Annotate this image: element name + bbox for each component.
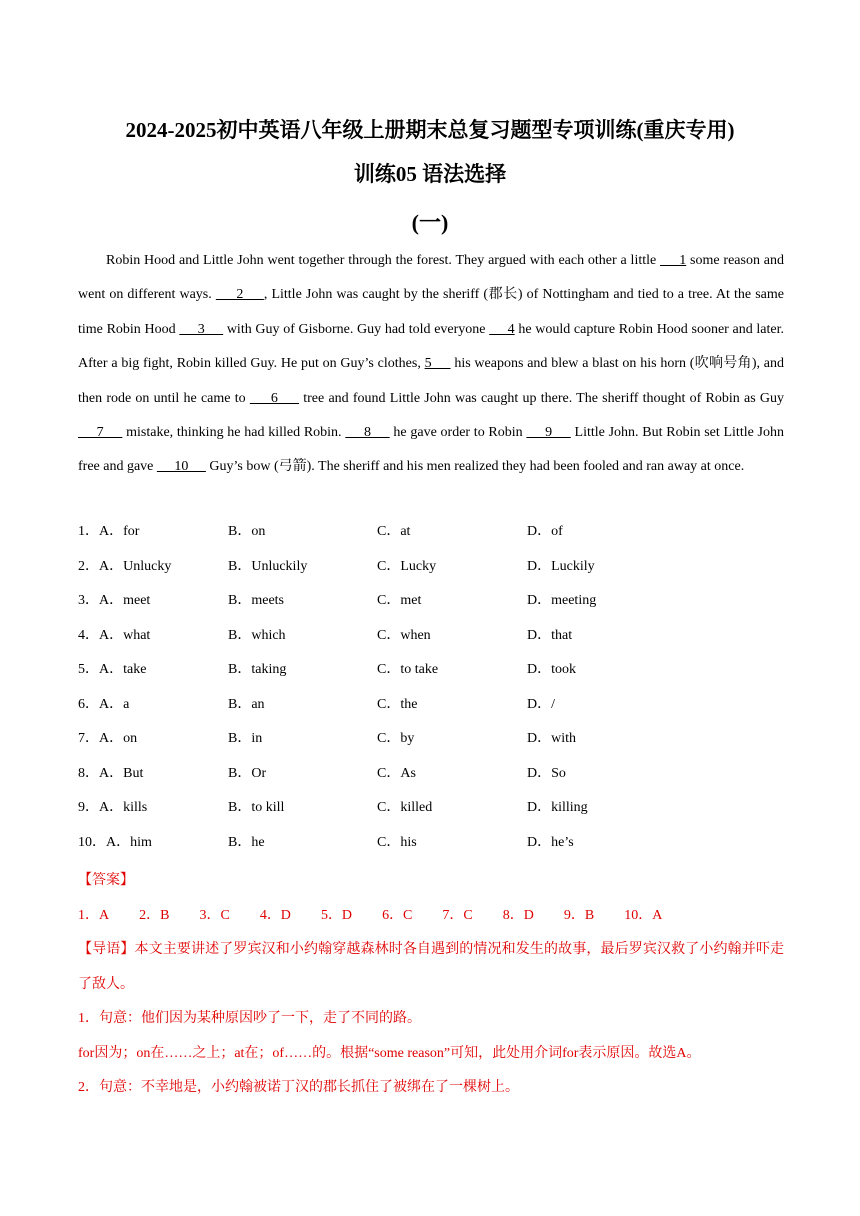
answer-item: 8．D	[502, 907, 534, 923]
option-a: 8．A．But	[78, 765, 144, 781]
answer-item: 4．D	[259, 907, 291, 923]
blank-4: 4	[489, 321, 515, 337]
blank-9: 9	[526, 425, 571, 441]
reading-passage: Robin Hood and Little John went together through the forest. They argued with each other a little 1 some reason and went on different ways. 2 , Little John was caught by the sheriff (郡长) of Nottingham and tied to a tree. At the same time Robin Hood 3 with Guy of Gisborne. Guy had told everyone 4 he would capture Robin Hood sooner and later. After a big fight, Robin killed Guy. He put on Guy’s clothes, 5 his weapons and blew a blast on his horn (吹响号角), and then rode on until he came to 6 tree and found Little John was caught up there. The sheriff thought of Robin as Guy 7 mistake, thinking he had killed Robin. 8 he gave order to Robin 9 Little John. But Robin set Little John free and gave 10 Guy’s bow (弓箭). The sheriff and his men realized they had been fooled and ran away at once.	[78, 253, 785, 475]
option-d: D．he’s	[527, 834, 574, 850]
guide-paragraph: 【导语】本文主要讲述了罗宾汉和小约翰穿越森林时各自遇到的情况和发生的故事，最后罗宾汉救了小约翰并吓走了敌人。	[78, 942, 784, 992]
answer-item: 6．C	[382, 907, 413, 923]
document-title: 2024-2025初中英语八年级上册期末总复习题型专项训练(重庆专用)	[125, 118, 735, 142]
option-d: D．of	[527, 524, 563, 539]
option-b: B．an	[228, 696, 265, 712]
option-c: C．the	[377, 696, 418, 712]
question-row	[78, 555, 784, 590]
answer-item: 1．A	[78, 907, 110, 923]
options-list	[78, 520, 784, 865]
option-a: 4．A．what	[78, 627, 151, 643]
option-c: C．Lucky	[377, 558, 437, 574]
answer-item: 3．C	[199, 907, 230, 923]
question-row	[78, 693, 784, 728]
exercise-title: 训练05 语法选择	[353, 162, 507, 186]
option-d: D．Luckily	[527, 558, 595, 574]
blank-1: 1	[660, 253, 687, 268]
blank-3: 3	[179, 321, 224, 337]
answer-key	[78, 899, 784, 934]
question-row	[78, 762, 784, 797]
option-b: B．meets	[228, 593, 284, 608]
question-row	[78, 831, 784, 866]
option-b: B．Unluckily	[228, 558, 308, 574]
answer-item: 2．B	[139, 907, 170, 923]
blank-8: 8	[345, 425, 390, 441]
option-c: C．by	[377, 731, 415, 746]
explanation-line: for因为；on在……之上；at在；of……的。根据“some reason”可知，此处用介词for表示原因。故选A。	[78, 1045, 701, 1061]
option-c: C．when	[377, 627, 431, 643]
question-row	[78, 624, 784, 659]
option-c: C．his	[377, 834, 417, 850]
option-d: D．that	[527, 627, 573, 643]
option-c: C．met	[377, 593, 422, 608]
option-d: D．/	[527, 696, 555, 712]
option-b: B．which	[228, 627, 286, 643]
blank-5: 5	[424, 356, 451, 372]
explanation-line: 1．句意：他们因为某种原因吵了一下，走了不同的路。	[78, 1011, 421, 1026]
option-c: C．As	[377, 765, 416, 781]
option-b: B．in	[228, 731, 263, 746]
option-d: D．took	[527, 662, 576, 677]
blank-10: 10	[156, 459, 206, 475]
answer-section	[78, 864, 784, 1106]
blank-7: 7	[78, 425, 123, 441]
option-b: B．to kill	[228, 800, 285, 815]
option-a: 7．A．on	[78, 731, 138, 746]
option-a: 1．A．for	[78, 524, 140, 539]
blank-2: 2	[215, 287, 264, 303]
option-a: 5．A．take	[78, 662, 147, 677]
question-row	[78, 796, 784, 831]
option-d: D．meeting	[527, 593, 597, 608]
question-row	[78, 727, 784, 762]
option-d: D．with	[527, 731, 576, 746]
option-a: 9．A．kills	[78, 800, 148, 815]
option-d: D．killing	[527, 800, 588, 815]
option-c: C．at	[377, 524, 411, 539]
question-row	[78, 589, 784, 624]
section-marker: (一)	[411, 210, 449, 235]
question-row	[78, 520, 784, 555]
blank-6: 6	[249, 390, 300, 406]
option-a: 6．A．a	[78, 696, 130, 712]
answer-item: 5．D	[320, 907, 353, 923]
option-b: B．Or	[228, 765, 267, 781]
option-b: B．he	[228, 834, 265, 850]
option-c: C．to take	[377, 662, 439, 677]
answer-item: 9．B	[563, 907, 595, 923]
option-d: D．So	[527, 765, 566, 781]
question-row	[78, 658, 784, 693]
answer-heading: 【答案】	[78, 873, 134, 888]
option-a: 10．A．him	[78, 834, 152, 850]
option-a: 2．A．Unlucky	[78, 558, 172, 574]
answer-item: 10．A	[624, 907, 663, 923]
explanation-line: 2．句意：不幸地是，小约翰被诺丁汉的郡长抓住了被绑在了一棵树上。	[78, 1080, 519, 1095]
option-b: B．taking	[228, 662, 287, 677]
option-c: C．killed	[377, 800, 433, 815]
answer-item: 7．C	[442, 907, 473, 923]
option-a: 3．A．meet	[78, 593, 151, 608]
option-b: B．on	[228, 524, 266, 539]
